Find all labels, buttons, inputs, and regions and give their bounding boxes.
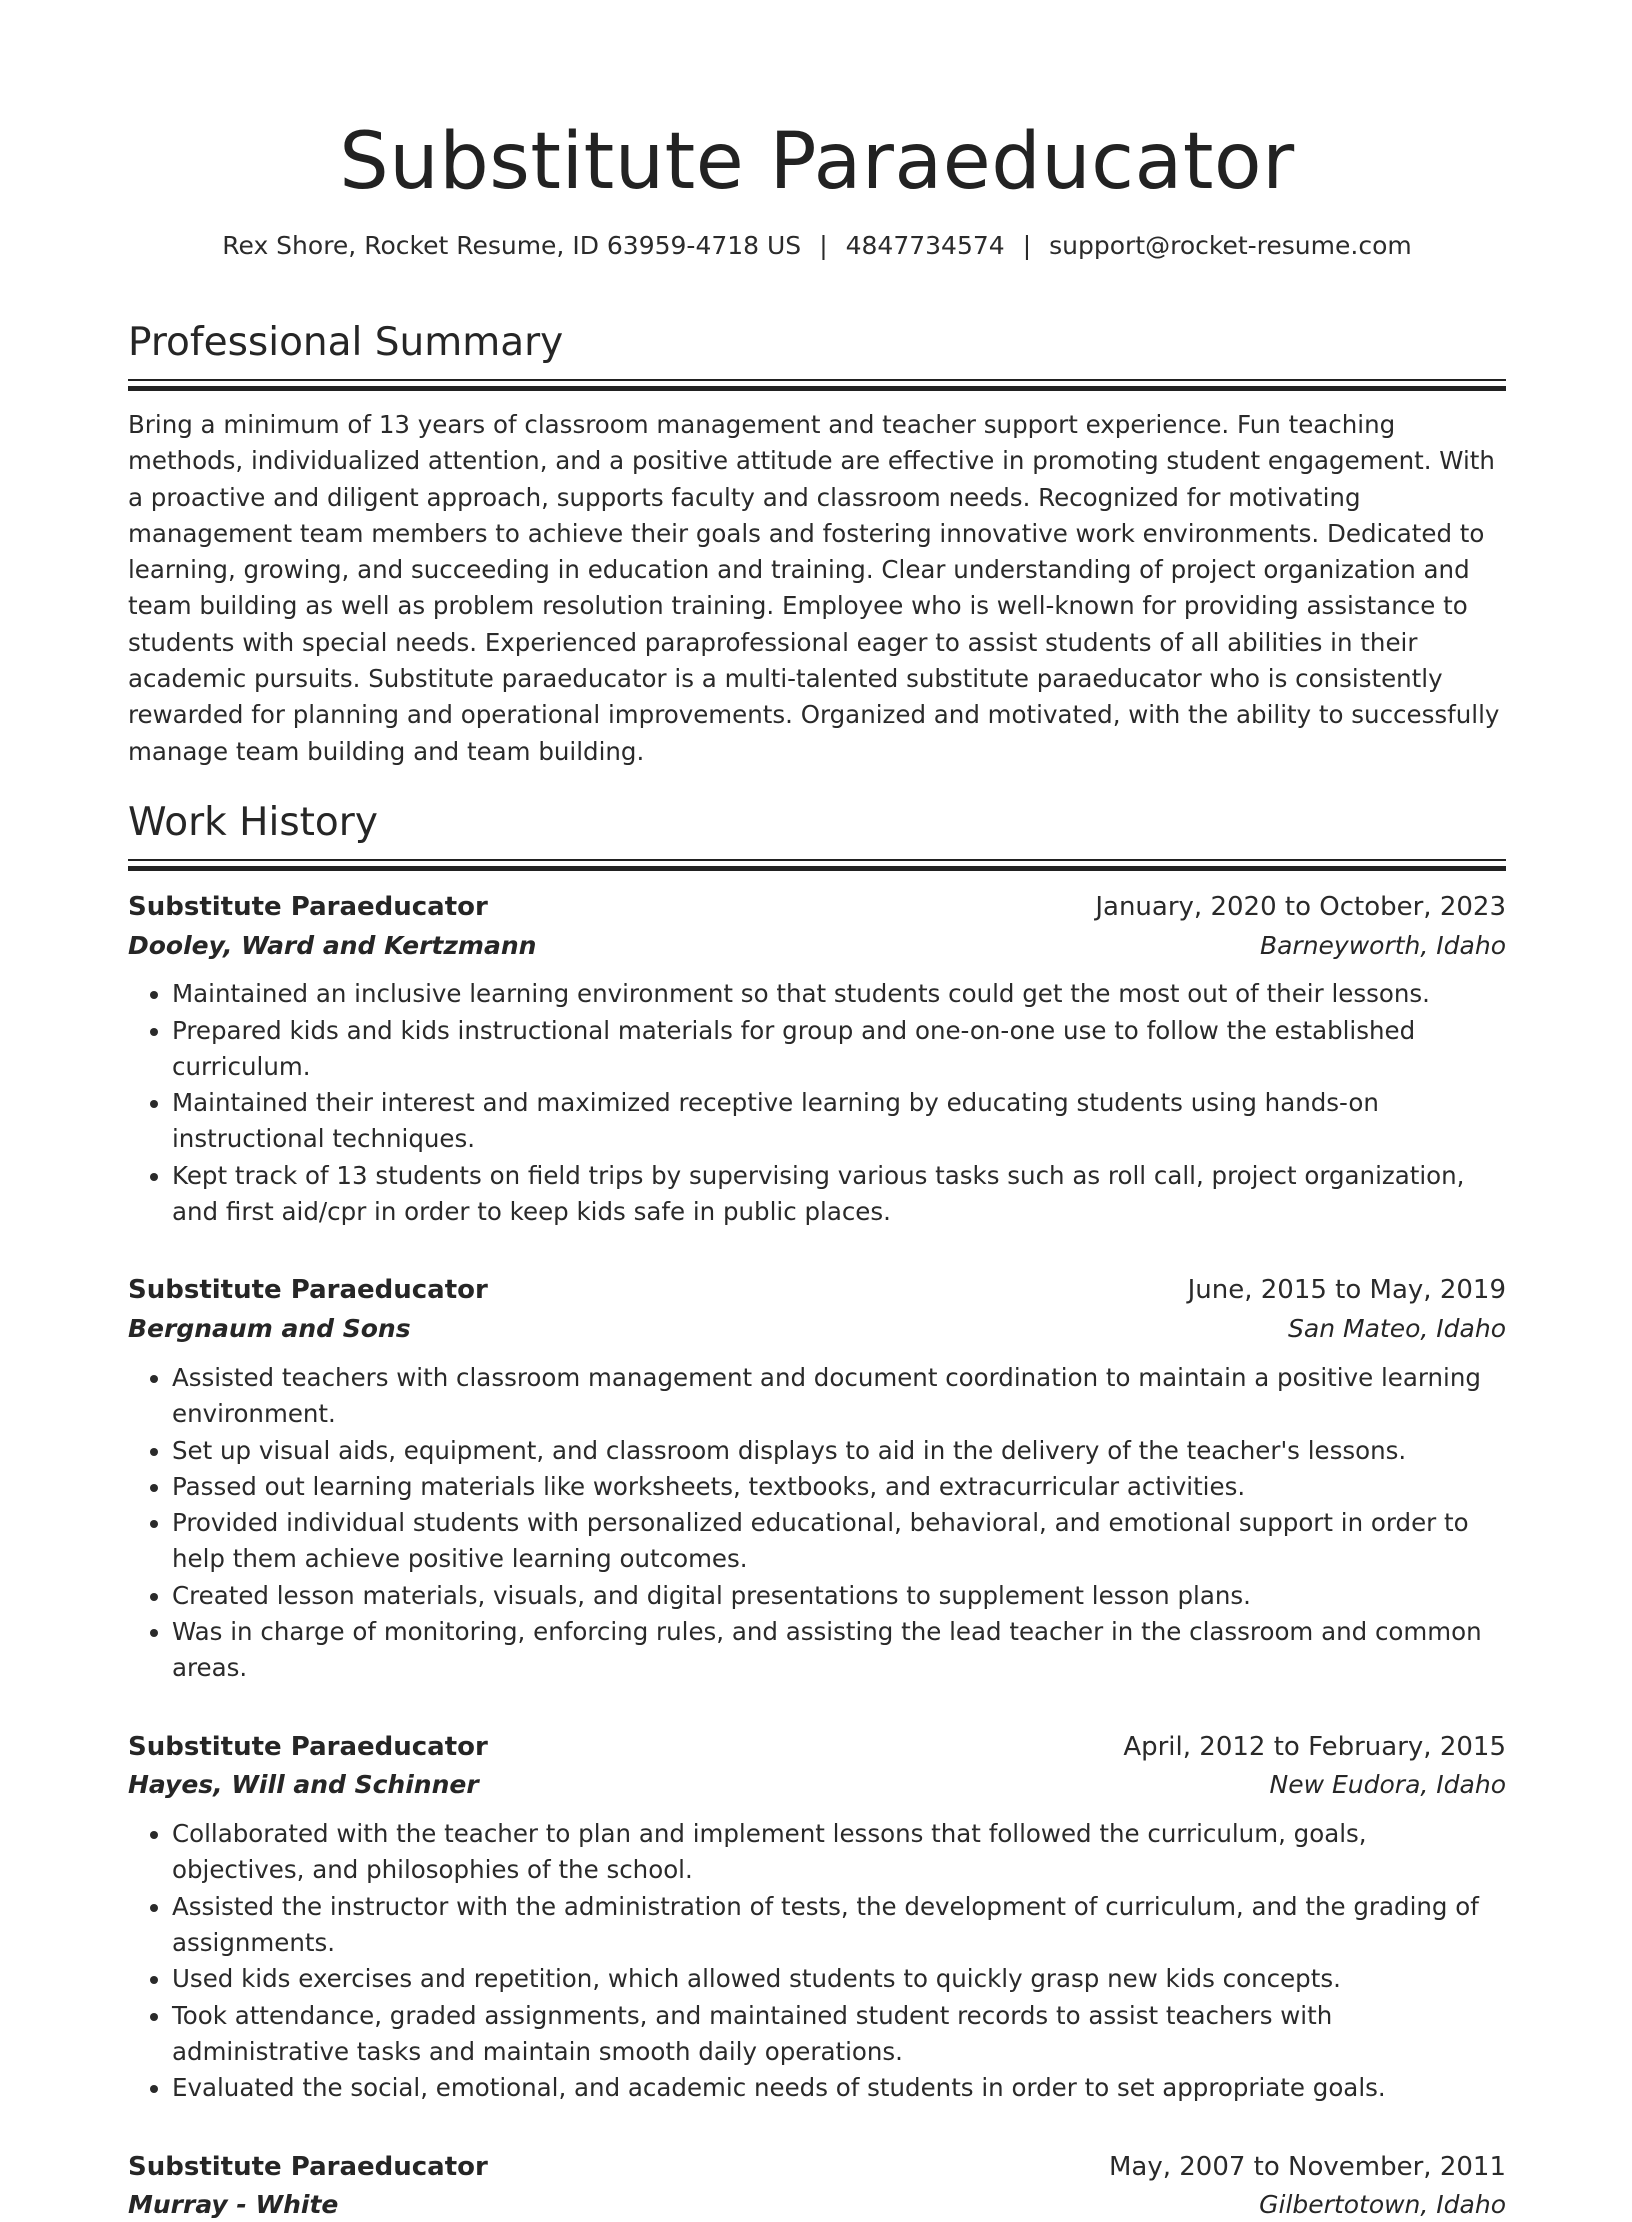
job-bullet: • Passed out learning materials like worksheets, textbooks, and extracurricular activities.: [172, 1469, 1506, 1505]
contact-separator: |: [1022, 230, 1032, 260]
section-heading-summary: Professional Summary: [128, 320, 564, 366]
job-subheader: [128, 2188, 1506, 2222]
job-location: San Mateo, Idaho: [1288, 1314, 1506, 1344]
summary-text: Bring a minimum of 13 years of classroom management and teacher support experience. Fun teaching methods, individualized attention, and a positive attitude are effective in promoting student engagement. With a proactive and diligent approach, supports faculty and classroom needs. Recognized for motivating management team members to achieve their goals and fostering innovative work environments. Dedicated to learning, growing, and succeeding in education and training. Clear understanding of project organization and team building as well as problem resolution training. Employee who is well-known for providing assistance to students with special needs. Experienced paraprofessional eager to assist students of all abilities in their academic pursuits. Substitute paraeducator is a multi-talented substitute paraeducator who is consistently rewarded for planning and operational improvements. Organized and motivated, with the ability to successfully manage team building and team building.: [128, 409, 1500, 766]
job-subheader: [128, 1312, 1506, 1346]
job-header: [128, 2151, 1506, 2185]
job-dates: June, 2015 to May, 2019: [1187, 1275, 1506, 1306]
job-location: Gilbertotown, Idaho: [1259, 2190, 1506, 2220]
job-title: Substitute Paraeducator: [128, 891, 488, 922]
job-bullet: • Prepared kids and kids instructional materials for group and one-on-one use to follow the established curriculum.: [172, 1013, 1506, 1086]
job-bullet: • Assisted teachers with classroom management and document coordination to maintain a positive learning environment.: [172, 1360, 1506, 1433]
job-company: Murray - White: [128, 2190, 339, 2220]
job-header: [128, 1731, 1506, 1765]
job-entry: [128, 1731, 1506, 2107]
job-location: Barneyworth, Idaho: [1259, 930, 1506, 960]
job-header: [128, 1274, 1506, 1308]
contact-phone[interactable]: 4847734574: [845, 230, 1005, 260]
resume-page: [128, 118, 1506, 2222]
job-bullet: • Kept track of 13 students on field trips by supervising various tasks such as roll call, project organization, and first aid/cpr in order to keep kids safe in public places.: [172, 1158, 1506, 1231]
contact-address: Rex Shore, Rocket Resume, ID 63959-4718 US: [222, 230, 802, 260]
job-header: [128, 891, 1506, 925]
job-company: Hayes, Will and Schinner: [128, 1770, 479, 1800]
job-dates: January, 2020 to October, 2023: [1095, 891, 1506, 922]
job-company: Dooley, Ward and Kertzmann: [128, 930, 537, 960]
contact-email[interactable]: support@rocket-resume.com: [1049, 230, 1412, 260]
job-subheader: [128, 1768, 1506, 1802]
job-subheader: [128, 929, 1506, 963]
job-bullet: • Assisted the instructor with the administration of tests, the development of curriculum, and the grading of assignments.: [172, 1889, 1506, 1962]
contact-line: [128, 230, 1506, 263]
job-bullet: • Provided individual students with personalized educational, behavioral, and emotional support in order to help them achieve positive learning outcomes.: [172, 1505, 1506, 1578]
job-entry: [128, 2151, 1506, 2222]
job-company: Bergnaum and Sons: [128, 1314, 411, 1344]
job-bullet: • Maintained an inclusive learning environment so that students could get the most out of their lessons.: [172, 976, 1506, 1012]
job-bullet-list: [128, 1360, 1506, 1687]
job-dates: May, 2007 to November, 2011: [1108, 2151, 1506, 2182]
work-history-list: [128, 891, 1506, 2222]
job-bullet: • Created lesson materials, visuals, and digital presentations to supplement lesson plans.: [172, 1578, 1506, 1614]
job-entry: [128, 1274, 1506, 1686]
job-dates: April, 2012 to February, 2015: [1123, 1731, 1506, 1762]
job-bullet-list: [128, 1816, 1506, 2106]
job-bullet: • Evaluated the social, emotional, and academic needs of students in order to set appropriate goals.: [172, 2070, 1506, 2106]
job-bullet: • Was in charge of monitoring, enforcing rules, and assisting the lead teacher in the classroom and common areas.: [172, 1614, 1506, 1687]
job-entry: [128, 891, 1506, 1231]
job-bullet: • Used kids exercises and repetition, which allowed students to quickly grasp new kids concepts.: [172, 1961, 1506, 1997]
job-title: Substitute Paraeducator: [128, 1275, 488, 1306]
job-bullet: • Collaborated with the teacher to plan and implement lessons that followed the curriculum, goals, objectives, and philosophies of the school.: [172, 1816, 1506, 1889]
job-title: Substitute Paraeducator: [128, 1731, 488, 1762]
job-bullet: • Took attendance, graded assignments, and maintained student records to assist teachers with administrative tasks and maintain smooth daily operations.: [172, 1998, 1506, 2071]
job-bullet: • Set up visual aids, equipment, and classroom displays to aid in the delivery of the teacher's lessons.: [172, 1433, 1506, 1469]
job-location: New Eudora, Idaho: [1269, 1770, 1506, 1800]
section-divider: [128, 859, 1506, 871]
section-divider: [128, 379, 1506, 391]
contact-separator: |: [819, 230, 828, 260]
section-heading-work-history: Work History: [128, 799, 378, 845]
job-bullet-list: [128, 976, 1506, 1230]
job-bullet: • Maintained their interest and maximized receptive learning by educating students using hands-on instructional techniques.: [172, 1085, 1506, 1158]
resume-title: Substitute Paraeducator: [339, 117, 1295, 207]
job-title: Substitute Paraeducator: [128, 2151, 488, 2182]
